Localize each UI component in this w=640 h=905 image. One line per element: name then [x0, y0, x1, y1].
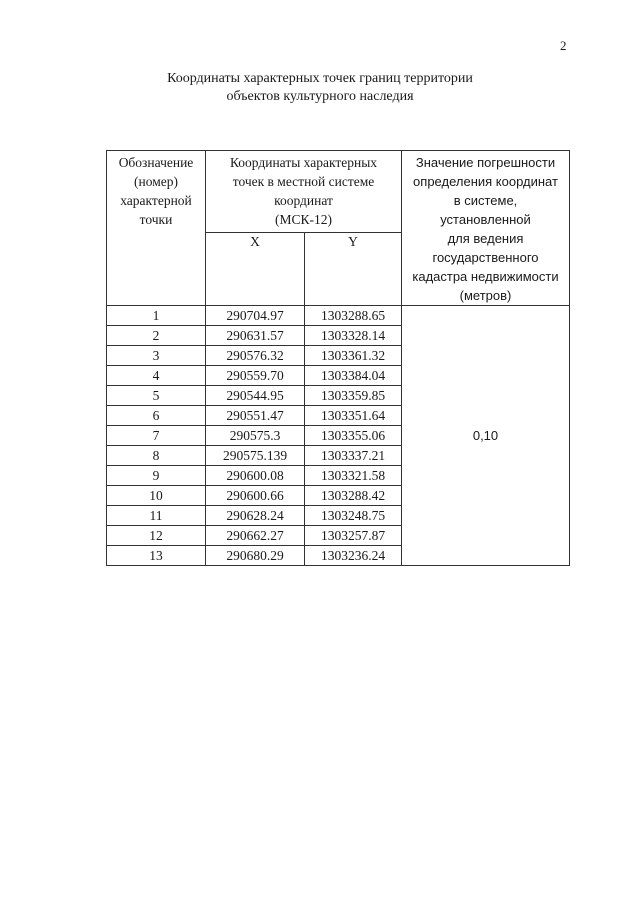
- header-point-line: точки: [139, 212, 173, 227]
- header-point-line: Обозначение: [118, 155, 194, 170]
- document-title: [0, 70, 640, 106]
- x-coordinate-cell: 290631.57: [206, 326, 305, 346]
- page-number: 2: [560, 38, 567, 53]
- table-row: [107, 306, 570, 326]
- header-error-value: [402, 151, 570, 306]
- x-coordinate-cell: 290662.27: [206, 526, 305, 546]
- header-error-line: Значение погрешности: [415, 155, 556, 170]
- title-line-2: объектов культурного наследия: [226, 89, 414, 104]
- error-value-cell: 0,10: [402, 306, 570, 566]
- y-coordinate-cell: 1303248.75: [305, 506, 402, 526]
- header-point-line: (номер): [134, 174, 178, 189]
- x-coordinate-cell: 290600.66: [206, 486, 305, 506]
- header-error-line: определения координат: [413, 174, 558, 189]
- header-x: [206, 233, 305, 306]
- y-coordinate-cell: 1303361.32: [305, 346, 402, 366]
- header-point-line: характерной: [120, 193, 192, 208]
- title-line-1: Координаты характерных точек границ территории: [167, 71, 473, 86]
- y-coordinate-cell: 1303288.65: [305, 306, 402, 326]
- header-error-line: установленной: [440, 212, 531, 227]
- header-coords-line: (МСК-12): [275, 212, 332, 227]
- x-coordinate-cell: 290575.3: [206, 426, 305, 446]
- y-coordinate-cell: 1303257.87: [305, 526, 402, 546]
- header-error-line: для ведения: [447, 231, 524, 246]
- table-header-row: [107, 151, 570, 233]
- point-number-cell: 5: [107, 386, 206, 406]
- x-coordinate-cell: 290576.32: [206, 346, 305, 366]
- x-coordinate-cell: 290628.24: [206, 506, 305, 526]
- point-number-cell: 1: [107, 306, 206, 326]
- x-coordinate-cell: 290704.97: [206, 306, 305, 326]
- coordinates-table: [106, 150, 570, 566]
- x-coordinate-cell: 290551.47: [206, 406, 305, 426]
- header-error-line: в системе,: [453, 193, 518, 208]
- point-number-cell: 7: [107, 426, 206, 446]
- header-error-line: государственного: [432, 250, 539, 265]
- x-coordinate-cell: 290544.95: [206, 386, 305, 406]
- x-coordinate-cell: 290680.29: [206, 546, 305, 566]
- header-error-line: кадастра недвижимости: [412, 269, 559, 284]
- y-coordinate-cell: 1303359.85: [305, 386, 402, 406]
- header-y-label: Y: [348, 234, 358, 249]
- y-coordinate-cell: 1303351.64: [305, 406, 402, 426]
- header-coordinates: [206, 151, 402, 233]
- point-number-cell: 12: [107, 526, 206, 546]
- header-point-designation: [107, 151, 206, 306]
- header-coords-line: точек в местной системе: [232, 174, 375, 189]
- point-number-cell: 9: [107, 466, 206, 486]
- y-coordinate-cell: 1303337.21: [305, 446, 402, 466]
- point-number-cell: 3: [107, 346, 206, 366]
- y-coordinate-cell: 1303328.14: [305, 326, 402, 346]
- point-number-cell: 11: [107, 506, 206, 526]
- point-number-cell: 6: [107, 406, 206, 426]
- y-coordinate-cell: 1303355.06: [305, 426, 402, 446]
- header-coords-line: координат: [274, 193, 333, 208]
- x-coordinate-cell: 290575.139: [206, 446, 305, 466]
- y-coordinate-cell: 1303384.04: [305, 366, 402, 386]
- header-x-label: X: [250, 234, 260, 249]
- header-coords-line: Координаты характерных: [229, 155, 378, 170]
- header-y: [305, 233, 402, 306]
- point-number-cell: 13: [107, 546, 206, 566]
- point-number-cell: 10: [107, 486, 206, 506]
- point-number-cell: 2: [107, 326, 206, 346]
- x-coordinate-cell: 290600.08: [206, 466, 305, 486]
- header-error-line: (метров): [459, 288, 512, 303]
- point-number-cell: 8: [107, 446, 206, 466]
- y-coordinate-cell: 1303236.24: [305, 546, 402, 566]
- x-coordinate-cell: 290559.70: [206, 366, 305, 386]
- point-number-cell: 4: [107, 366, 206, 386]
- y-coordinate-cell: 1303321.58: [305, 466, 402, 486]
- y-coordinate-cell: 1303288.42: [305, 486, 402, 506]
